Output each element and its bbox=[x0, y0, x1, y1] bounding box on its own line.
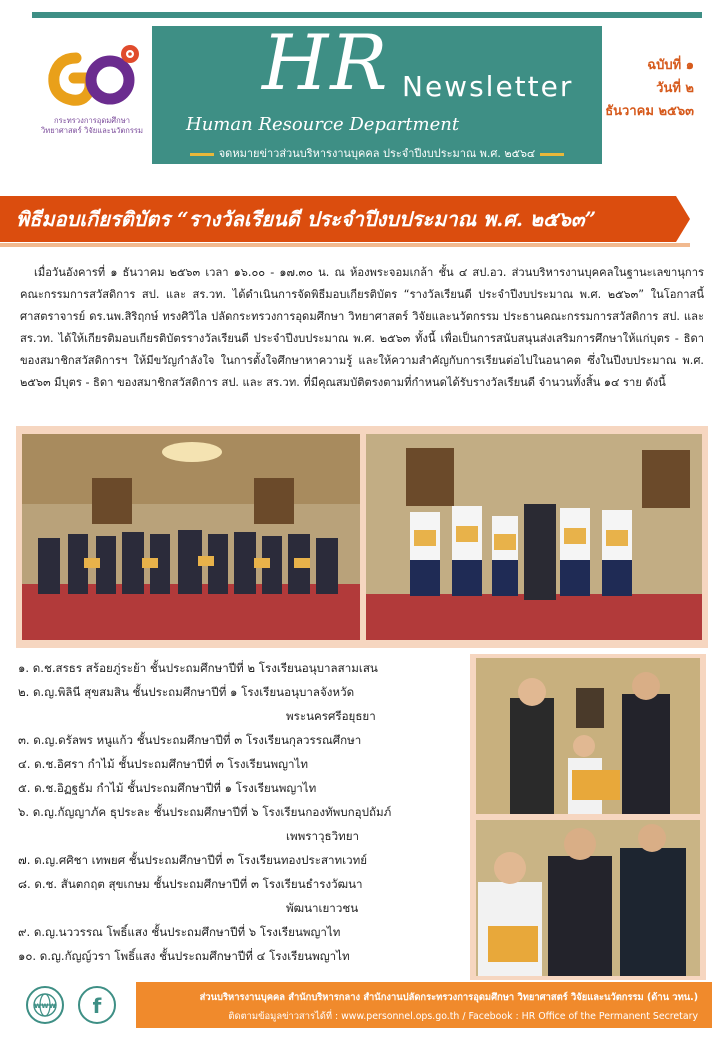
article-title-bar bbox=[0, 196, 676, 242]
ministry-logo bbox=[36, 38, 148, 146]
department-name: Human Resource Department bbox=[186, 114, 460, 135]
title-underline bbox=[0, 243, 690, 247]
list-item: ๑. ด.ช.สรธร สร้อยภู่ระย้า ชั้นประถมศึกษาปีที่ ๒ โรงเรียนอนุบาลสามเสน bbox=[18, 661, 378, 675]
article-body: เมื่อวันอังคารที่ ๑ ธันวาคม ๒๕๖๓ เวลา ๑๖.๐๐ - ๑๗.๓๐ น. ณ ห้องพระจอมเกล้า ชั้น ๔ สป.อว. ส่วนบริหารงานบุคคลในฐานะเลขานุการคณะกรรมการสวัสดิการ สป. และ สร.วท. ได้ดำเนินการจัดพิธีมอบเกียรติบัตร “รางวัลเรียนดี ประจำปีงบประมาณ พ.ศ. ๒๕๖๓” ในโอกาสนี้ ศาสตราจารย์ ดร.นพ.สิริฤกษ์ ทรงศิวิไล ปลัดกระทรวงการอุดมศึกษา วิทยาศาสตร์ วิจัยและนวัตกรรม ประธานคณะกรรมการสวัสดิการ สป. และ สร.วท. ได้ให้เกียรติมอบเกียรติบัตรรางวัลเรียนดี ประจำปีงบประมาณ พ.ศ. ๒๕๖๓ ทั้งนี้ เพื่อเป็นการสนับสนุนส่งเสริมการศึกษาให้แก่บุตร - ธิดาของสมาชิกสวัสดิการฯ ให้มีขวัญกำลังใจ ในการตั้งใจศึกษาหาความรู้ และให้ความสำคัญกับการเรียนต่อไปในอนาคต ซึ่งในปีงบประมาณ พ.ศ. ๒๕๖๓ มีบุตร - ธิดา ของสมาชิกสวัสดิการ สป. และ สร.วท. ที่มีคุณสมบัติตรงตามที่กำหนดได้รับรางวัลเรียนดี จำนวนทั้งสิ้น ๑๔ ราย ดังนี้ bbox=[20, 266, 704, 389]
issue-info bbox=[605, 54, 694, 123]
article-title: พิธีมอบเกียรติบัตร “รางวัลเรียนดี ประจำปีงบประมาณ พ.ศ. ๒๕๖๓” bbox=[16, 207, 597, 231]
list-item-continued: พระนครศรีอยุธยา bbox=[286, 709, 376, 723]
ministry-line-1: กระทรวงการอุดมศึกษา bbox=[54, 116, 130, 125]
footer-icons bbox=[26, 986, 126, 1026]
issue-month: ธันวาคม ๒๕๖๓ bbox=[605, 104, 694, 119]
list-item: ๒. ด.ญ.พิลินี สุขสมสิน ชั้นประถมศึกษาปีที่ ๑ โรงเรียนอนุบาลจังหวัด bbox=[18, 685, 355, 699]
list-item-continued: พัฒนาเยาวชน bbox=[286, 901, 359, 915]
side-photo-top bbox=[476, 658, 700, 814]
footer-contact[interactable]: ติดตามข้อมูลข่าวสารได้ที่ : www.personnel.ops.go.th / Facebook : HR Office of the Permanent Secretary bbox=[228, 1011, 698, 1022]
list-item: ๑๐. ด.ญ.กัญญ์วรา โพธิ์แสง ชั้นประถมศึกษาปีที่ ๔ โรงเรียนพญาไท bbox=[18, 949, 350, 963]
facebook-icon[interactable] bbox=[78, 986, 116, 1024]
list-item-continued: เพพราวุธวิทยา bbox=[286, 829, 360, 843]
group-photo-left bbox=[22, 434, 360, 640]
list-item: ๗. ด.ญ.ศศิชา เทพยศ ชั้นประถมศึกษาปีที่ ๓ โรงเรียนทองประสาทเวทย์ bbox=[18, 853, 368, 867]
ministry-name bbox=[36, 116, 148, 136]
list-item: ๔. ด.ช.อิศรา กำไม้ ชั้นประถมศึกษาปีที่ ๓ โรงเรียนพญาไท bbox=[18, 757, 308, 771]
issue-number: ฉบับที่ ๑ bbox=[647, 58, 694, 73]
photo-row bbox=[16, 426, 708, 648]
side-photo-column bbox=[470, 654, 706, 980]
go-logo-icon bbox=[36, 38, 148, 118]
list-item: ๘. ด.ช. สันตกฤต สุขเกษม ชั้นประถมศึกษาปีที่ ๓ โรงเรียนธำรงวัฒนา bbox=[18, 877, 363, 891]
newsletter-banner bbox=[152, 18, 602, 164]
svg-text:f: f bbox=[92, 994, 102, 1018]
hr-wordmark: HR bbox=[262, 18, 390, 107]
awardee-list bbox=[18, 656, 468, 968]
side-photo-bottom bbox=[476, 820, 700, 976]
list-item: ๖. ด.ญ.กัญญาภัค ธุประละ ชั้นประถมศึกษาปีที่ ๖ โรงเรียนกองทัพบกอุปถัมภ์ bbox=[18, 805, 392, 819]
svg-text:www: www bbox=[33, 1001, 57, 1010]
ministry-line-2: วิทยาศาสตร์ วิจัยและนวัตกรรม bbox=[40, 126, 144, 135]
list-item: ๕. ด.ช.อิฏฐธัม กำไม้ ชั้นประถมศึกษาปีที่ ๑ โรงเรียนพญาไท bbox=[18, 781, 317, 795]
footer-office: ส่วนบริหารงานบุคคล สำนักบริหารกลาง สำนักงานปลัดกระทรวงการอุดมศึกษา วิทยาศาสตร์ วิจัยและนวัตกรรม (ด้าน วทน.) bbox=[199, 992, 698, 1003]
list-item: ๓. ด.ญ.ดรัลพร หนูแก้ว ชั้นประถมศึกษาปีที่ ๓ โรงเรียนกุลวรรณศึกษา bbox=[18, 733, 362, 747]
issue-day: วันที่ ๒ bbox=[656, 81, 694, 96]
www-globe-icon[interactable] bbox=[26, 986, 64, 1024]
newsletter-wordmark: Newsletter bbox=[402, 70, 574, 103]
list-item: ๙. ด.ญ.นววรรณ โพธิ์แสง ชั้นประถมศึกษาปีที่ ๖ โรงเรียนพญาไท bbox=[18, 925, 341, 939]
footer-bar bbox=[136, 982, 712, 1028]
group-photo-right bbox=[366, 434, 702, 640]
banner-tagline: จดหมายข่าวส่วนบริหารงานบุคคล ประจำปีงบประมาณ พ.ศ. ๒๕๖๔ bbox=[152, 144, 602, 162]
